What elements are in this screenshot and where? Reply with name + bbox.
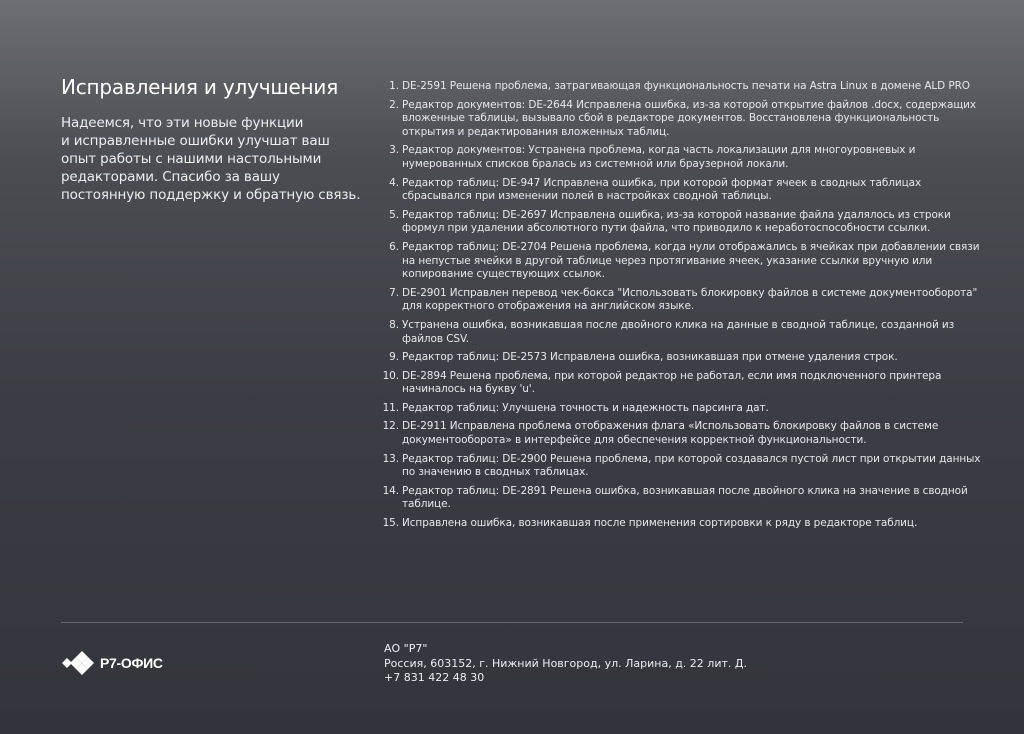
r7-office-diamond-logo-icon: [61, 649, 95, 677]
list-item-number: 10.: [382, 369, 399, 382]
list-item-text: Редактор таблиц: DE-2891 Решена ошибка, возникавшая после двойного клика на значение в сводной таблице.: [402, 484, 968, 511]
list-item-number: 5.: [389, 208, 399, 221]
list-item-number: 13.: [382, 452, 399, 465]
list-item: [382, 144, 982, 171]
list-item: [382, 177, 982, 204]
list-item-number: 8.: [389, 318, 399, 331]
intro-text: Надеемся, что эти новые функции и исправленные ошибки улучшат ваш опыт работы с нашими настольными редакторами. Спасибо за вашу постоянную поддержку и обратную связь.: [61, 115, 361, 203]
list-item: [382, 80, 982, 94]
page-title: Исправления и улучшения: [61, 75, 339, 99]
company-address: Россия, 603152, г. Нижний Новгород, ул. Ларина, д. 22 лит. Д.: [384, 656, 747, 670]
list-item-text: Редактор документов: DE-2644 Исправлена ошибка, из-за которой открытие файлов .docx, содержащих вложенные таблицы, вызывало сбой в редакторе документов. Восстановлена функциональность открытия и редактирования вложенных таблиц.: [402, 98, 976, 138]
logo-text: Р7-ОФИС: [100, 655, 163, 671]
list-item-number: 9.: [389, 351, 399, 364]
list-item-text: Редактор таблиц: DE-2704 Решена проблема, когда нули отображались в ячейках при добавлении связи на непустые ячейки в другой таблице через протягивание ячеек, указание ссылки вручную или копирование существующих ссылок.: [402, 240, 980, 281]
list-item-number: 2.: [389, 98, 399, 111]
list-item: [382, 319, 982, 346]
list-item: [382, 351, 982, 365]
list-item-number: 7.: [389, 286, 399, 299]
list-item: [382, 517, 982, 531]
list-item: [382, 370, 982, 397]
list-item: [382, 453, 982, 480]
list-item-text: Редактор таблиц: DE-2697 Исправлена ошибка, из-за которой название файла удалялось из строки формул при удалении абсолютного пути файла, что приводило к неработоспособности ссылки.: [402, 208, 951, 235]
list-item-text: Редактор таблиц: DE-2900 Решена проблема, при которой создавался пустой лист при открытии данных по значению в сводных таблицах.: [402, 452, 981, 479]
list-item-text: Редактор таблиц: DE-2573 Исправлена ошибка, возникавшая при отмене удаления строк.: [402, 351, 898, 364]
list-item-text: DE-2911 Исправлена проблема отображения флага «Использовать блокировку файлов в системе документооборота» в интерфейсе для обеспечения корректной функциональности.: [402, 420, 939, 447]
company-logo: [61, 649, 163, 677]
list-item-number: 3.: [389, 144, 399, 157]
list-item-text: Устранена ошибка, возникавшая после двойного клика на данные в сводной таблице, созданной из файлов CSV.: [402, 318, 955, 345]
list-item-number: 6.: [389, 240, 399, 253]
list-item-text: Исправлена ошибка, возникавшая после применения сортировки к ряду в редакторе таблиц.: [402, 517, 918, 530]
list-item-text: DE-2894 Решена проблема, при которой редактор не работал, если имя подключенного принтера начиналось на букву 'u'.: [402, 369, 942, 396]
changes-list: [382, 80, 982, 536]
company-name: АО "Р7": [384, 642, 428, 655]
list-item-number: 4.: [389, 176, 399, 189]
list-item: [382, 485, 982, 512]
company-contacts: [384, 642, 747, 686]
list-item-text: Редактор таблиц: Улучшена точность и надежность парсинга дат.: [402, 401, 769, 414]
list-item: [382, 287, 982, 314]
list-item: [382, 402, 982, 416]
list-item-text: DE-2591 Решена проблема, затрагивающая функциональность печати на Astra Linux в домене ALD PRO: [402, 80, 970, 92]
list-item-text: Редактор таблиц: DE-947 Исправлена ошибка, при которой формат ячеек в сводных таблицах сбрасывался при изменении полей в настройках сводной таблицы.: [402, 176, 922, 203]
company-phone: +7 831 422 48 30: [384, 671, 485, 684]
list-item: [382, 420, 982, 447]
list-item-number: 1.: [389, 80, 399, 92]
intro-column: [61, 74, 361, 204]
list-item-number: 11.: [382, 401, 399, 414]
list-item-number: 15.: [382, 517, 399, 530]
list-item-number: 12.: [382, 420, 399, 433]
list-item: [382, 209, 982, 236]
list-item-text: Редактор документов: Устранена проблема, когда часть локализации для многоуровневых и нумерованных списков бралась из системной или браузерной локали.: [402, 144, 916, 170]
footer-divider: [61, 622, 963, 623]
list-item-text: DE-2901 Исправлен перевод чек-бокса "Использовать блокировку файлов в системе документооборота" для корректного отображения на английском языке.: [402, 286, 978, 313]
list-item: [382, 99, 982, 140]
list-item-number: 14.: [382, 484, 399, 497]
list-item: [382, 241, 982, 282]
